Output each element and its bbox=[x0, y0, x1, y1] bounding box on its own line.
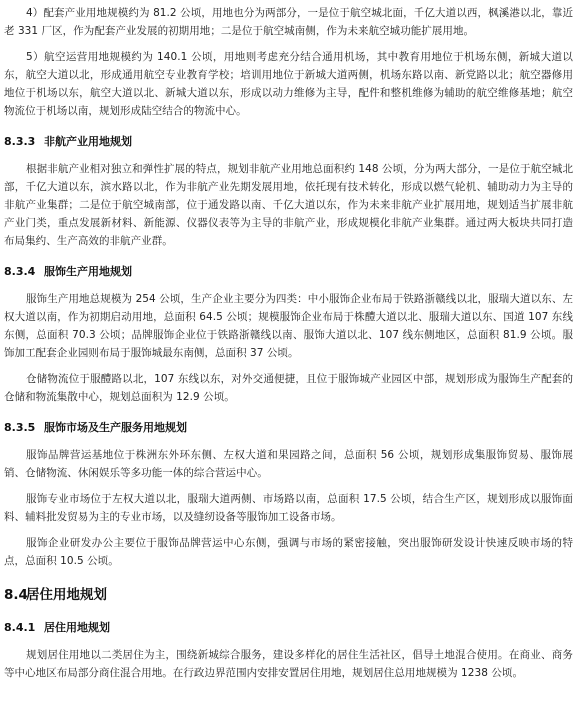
heading-8-3-5 bbox=[4, 420, 573, 436]
paragraph-warehouse-logistics: 仓储物流位于服醴路以北，107 东线以东，对外交通便捷，且位于服饰城产业园区中部，规划形成为服饰生产配套的仓储和物流集散中心，规划总面积为 12.9 公顷。 bbox=[4, 373, 573, 403]
paragraph-supporting-industry-land: 4）配套产业用地规模约为 81.2 公顷，用地也分为两部分，一是位于航空城北面，千亿大道以西，枫溪港以北，靠近老 331 厂区，作为配套产业发展的初期用地；二是位于航空城南侧，作为未来航空城功能扩展用地。 bbox=[4, 7, 573, 37]
paragraph-non-aviation-industry: 根据非航产业相对独立和弹性扩展的特点，规划非航产业用地总面积约 148 公顷，分为两大部分，一是位于航空城北部，千亿大道以东，滨水路以北，作为非航产业先期发展用地，依托现有技术转化，形成以燃气轮机、辅助动力为主导的非航产业集群；二是位于航空城南部，位于通发路以南、千亿大道以东，作为未来非航产业扩展用地，规划适当扩展非航产业门类，重点发展新材料、新能源、仪器仪表等为主导的非航产业，形成规模化非航产业集群。通过两大板块共同打造布局集约、生产高效的非航产业群。 bbox=[4, 163, 573, 247]
paragraph-aviation-operation-land: 5）航空运营用地规模约为 140.1 公顷，用地则考虑充分结合通用机场，其中教育用地位于机场东侧，新城大道以东，航空大道以北，形成通用航空专业教育学校；培训用地位于新城大道两侧，机场东路以南、新党路以北；航空器修用地位于机场以东，航空大道以北、新城大道以东，形成以动力维修为主导，配件和整机维修为辅助的航空维修基地；航空物流位于机场以南，规划形成陆空结合的物流中心。 bbox=[4, 51, 573, 117]
heading-title: 服饰市场及生产服务用地规划 bbox=[44, 421, 187, 434]
heading-8-4-1 bbox=[4, 620, 573, 636]
heading-8-3-3 bbox=[4, 134, 573, 150]
paragraph-residential-land: 规划居住用地以二类居住为主，围绕新城综合服务，建设多样化的居住生活社区，倡导土地混合使用。在商业、商务等中心地区布局部分商住混合用地。在行政边界范围内安排安置居住用地，规划居住总用地规模为 1238 公顷。 bbox=[4, 649, 573, 679]
heading-title: 服饰生产用地规划 bbox=[44, 265, 132, 278]
heading-number: 8.3.4 bbox=[4, 265, 36, 278]
heading-number: 8.4.1 bbox=[4, 621, 36, 634]
heading-number: 8.4 bbox=[4, 587, 28, 603]
heading-title: 居住用地规划 bbox=[26, 587, 107, 603]
heading-number: 8.3.5 bbox=[4, 421, 36, 434]
paragraph-apparel-rnd-office: 服饰企业研发办公主要位于服饰品牌营运中心东侧，强调与市场的紧密接触，突出服饰研发设计快速反映市场的特点，总面积 10.5 公顷。 bbox=[4, 537, 573, 567]
heading-number: 8.3.3 bbox=[4, 135, 36, 148]
paragraph-brand-operation-base: 服饰品牌营运基地位于株洲东外环东侧、左权大道和果园路之间，总面积 56 公顷，规划形成集服饰贸易、服饰展销、仓储物流、休闲娱乐等多功能一体的综合营运中心。 bbox=[4, 449, 573, 479]
heading-title: 居住用地规划 bbox=[44, 621, 110, 634]
heading-8-3-4 bbox=[4, 264, 573, 280]
paragraph-apparel-production: 服饰生产用地总规模为 254 公顷，生产企业主要分为四类：中小服饰企业布局于铁路浙赣线以北，服瑞大道以东、左权大道以南，作为初期启动用地，总面积 64.5 公顷；规模服饰企业布局于株醴大道以北、服瑞大道以东、国道 107 东线东侧，总面积 70.3 公顷；品牌服饰企业位于铁路浙赣线以南、服饰大道以北、107 线东侧地区，总面积 81.9 公顷。服饰加工配套企业园则布局于服饰城最东南侧，总面积 37 公顷。 bbox=[4, 293, 573, 359]
heading-8-4 bbox=[4, 586, 573, 604]
paragraph-apparel-market: 服饰专业市场位于左权大道以北，服瑞大道两侧、市场路以南，总面积 17.5 公顷，结合生产区，规划形成以服饰面料、辅料批发贸易为主的专业市场，以及缝纫设备等服饰加工设备市场。 bbox=[4, 493, 573, 523]
heading-title: 非航产业用地规划 bbox=[44, 135, 132, 148]
